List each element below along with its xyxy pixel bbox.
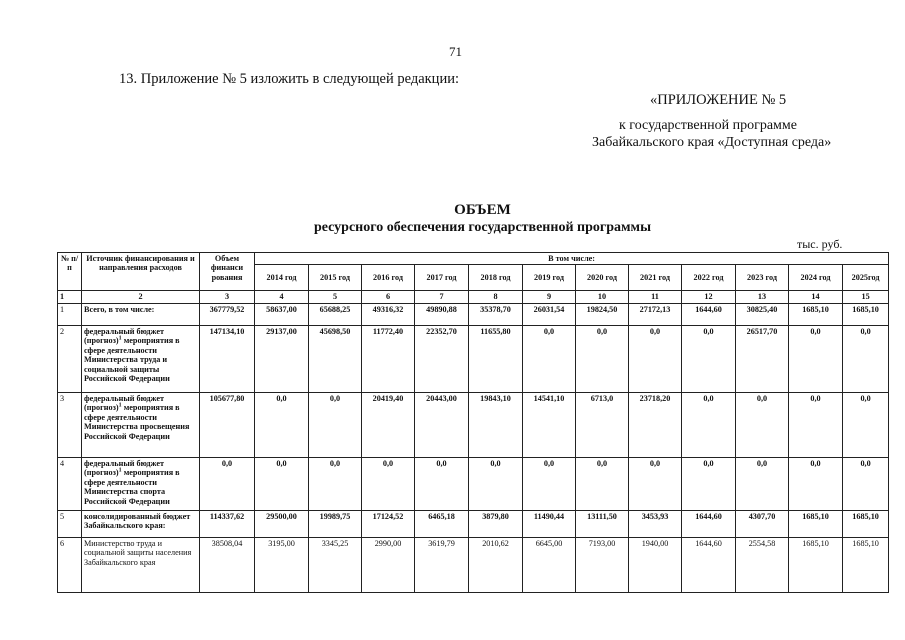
row-year-value: 3195,00 xyxy=(255,537,309,592)
appendix-line-1: к государственной программе xyxy=(619,118,797,133)
appendix-title: «ПРИЛОЖЕНИЕ № 5 xyxy=(650,92,787,108)
row-year-value: 3453,93 xyxy=(629,510,682,537)
row-year-value: 20443,00 xyxy=(415,392,469,457)
row-volume: 105677,80 xyxy=(200,392,255,457)
row-year-value: 0,0 xyxy=(629,325,682,392)
header-source: Источник финансирования и направления расходов xyxy=(82,253,200,291)
row-year-value: 0,0 xyxy=(576,325,629,392)
row-source-part-a: федеральный бюджет (прогноз) xyxy=(84,326,164,346)
row-index: 3 xyxy=(58,392,82,457)
column-number: 13 xyxy=(736,291,789,303)
header-year: 2022 год xyxy=(682,265,736,291)
column-number: 11 xyxy=(629,291,682,303)
row-year-value: 19843,10 xyxy=(469,392,523,457)
row-year-value: 19824,50 xyxy=(576,303,629,325)
header-row-1 xyxy=(58,253,889,265)
header-year: 2019 год xyxy=(523,265,576,291)
header-num: № п/ п xyxy=(58,253,82,291)
column-number: 12 xyxy=(682,291,736,303)
row-index: 4 xyxy=(58,457,82,510)
column-number: 3 xyxy=(200,291,255,303)
table-row xyxy=(58,510,889,537)
row-year-value: 0,0 xyxy=(255,457,309,510)
row-year-value: 29137,00 xyxy=(255,325,309,392)
row-year-value: 30825,40 xyxy=(736,303,789,325)
table-row xyxy=(58,392,889,457)
row-year-value: 0,0 xyxy=(736,392,789,457)
table-row xyxy=(58,457,889,510)
row-year-value: 0,0 xyxy=(789,457,843,510)
row-year-value: 4307,70 xyxy=(736,510,789,537)
units-label: тыс. руб. xyxy=(797,237,843,251)
column-number: 8 xyxy=(469,291,523,303)
row-year-value: 0,0 xyxy=(415,457,469,510)
row-year-value: 19989,75 xyxy=(309,510,362,537)
row-index: 1 xyxy=(58,303,82,325)
header-volume: Объем финанси рования xyxy=(200,253,255,291)
column-number: 15 xyxy=(843,291,889,303)
row-volume: 367779,52 xyxy=(200,303,255,325)
column-number: 4 xyxy=(255,291,309,303)
header-including: В том числе: xyxy=(255,253,889,265)
row-year-value: 45698,50 xyxy=(309,325,362,392)
header-year: 2018 год xyxy=(469,265,523,291)
document-subtitle: ресурсного обеспечения государственной программы xyxy=(313,220,652,235)
row-year-value: 2554,58 xyxy=(736,537,789,592)
column-number: 9 xyxy=(523,291,576,303)
row-source: консолидированный бюджет Забайкальского края: xyxy=(82,510,200,537)
row-year-value: 49890,88 xyxy=(415,303,469,325)
row-year-value: 0,0 xyxy=(843,457,889,510)
row-year-value: 3345,25 xyxy=(309,537,362,592)
header-year: 2020 год xyxy=(576,265,629,291)
row-year-value: 65688,25 xyxy=(309,303,362,325)
row-year-value: 0,0 xyxy=(789,325,843,392)
row-year-value: 29500,00 xyxy=(255,510,309,537)
row-index: 2 xyxy=(58,325,82,392)
row-year-value: 0,0 xyxy=(736,457,789,510)
row-year-value: 1685,10 xyxy=(789,510,843,537)
row-volume: 147134,10 xyxy=(200,325,255,392)
row-year-value: 1940,00 xyxy=(629,537,682,592)
appendix-line-2: Забайкальского края «Доступная среда» xyxy=(592,135,832,150)
row-year-value: 0,0 xyxy=(789,392,843,457)
row-year-value: 0,0 xyxy=(523,457,576,510)
column-number: 2 xyxy=(82,291,200,303)
row-year-value: 11655,80 xyxy=(469,325,523,392)
row-volume: 114337,62 xyxy=(200,510,255,537)
header-year: 2016 год xyxy=(362,265,415,291)
row-year-value: 3879,80 xyxy=(469,510,523,537)
column-number: 1 xyxy=(58,291,82,303)
row-year-value: 6465,18 xyxy=(415,510,469,537)
table-row xyxy=(58,537,889,592)
row-year-value: 1644,60 xyxy=(682,537,736,592)
row-year-value: 6713,0 xyxy=(576,392,629,457)
row-source-part-b: мероприятия в сфере деятельности Министерства просвещения Российской Федерации xyxy=(84,403,190,441)
footnote-marker: 1 xyxy=(118,402,122,409)
row-source-part-a: федеральный бюджет (прогноз) xyxy=(84,458,164,478)
row-year-value: 2990,00 xyxy=(362,537,415,592)
row-year-value: 0,0 xyxy=(309,457,362,510)
row-year-value: 1685,10 xyxy=(789,537,843,592)
table-row xyxy=(58,325,889,392)
header-year: 2017 год xyxy=(415,265,469,291)
row-year-value: 14541,10 xyxy=(523,392,576,457)
row-year-value: 0,0 xyxy=(255,392,309,457)
row-year-value: 1644,60 xyxy=(682,510,736,537)
row-year-value: 6645,00 xyxy=(523,537,576,592)
row-year-value: 17124,52 xyxy=(362,510,415,537)
row-source-part-a: федеральный бюджет (прогноз) xyxy=(84,393,164,413)
row-volume: 0,0 xyxy=(200,457,255,510)
row-year-value: 0,0 xyxy=(469,457,523,510)
row-year-value: 26517,70 xyxy=(736,325,789,392)
row-index: 5 xyxy=(58,510,82,537)
row-year-value: 2010,62 xyxy=(469,537,523,592)
table-row xyxy=(58,303,889,325)
header-year: 2024 год xyxy=(789,265,843,291)
row-source: Министерство труда и социальной защиты населения Забайкальского края xyxy=(82,537,200,592)
column-number-row xyxy=(58,291,889,303)
row-year-value: 11772,40 xyxy=(362,325,415,392)
row-index: 6 xyxy=(58,537,82,592)
header-year: 2014 год xyxy=(255,265,309,291)
page-number: 71 xyxy=(449,44,462,59)
header-year: 2015 год xyxy=(309,265,362,291)
row-year-value: 1685,10 xyxy=(843,510,889,537)
row-year-value: 11490,44 xyxy=(523,510,576,537)
row-source xyxy=(82,392,200,457)
row-year-value: 0,0 xyxy=(843,392,889,457)
document-title: ОБЪЕМ xyxy=(454,202,511,218)
column-number: 5 xyxy=(309,291,362,303)
row-year-value: 20419,40 xyxy=(362,392,415,457)
header-year: 2025год xyxy=(843,265,889,291)
row-year-value: 49316,32 xyxy=(362,303,415,325)
row-year-value: 7193,00 xyxy=(576,537,629,592)
row-year-value: 35378,70 xyxy=(469,303,523,325)
row-source: Всего, в том числе: xyxy=(82,303,200,325)
row-year-value: 58637,00 xyxy=(255,303,309,325)
row-year-value: 27172,13 xyxy=(629,303,682,325)
row-year-value: 26031,54 xyxy=(523,303,576,325)
row-year-value: 0,0 xyxy=(362,457,415,510)
row-year-value: 22352,70 xyxy=(415,325,469,392)
column-number: 14 xyxy=(789,291,843,303)
intro-text: 13. Приложение № 5 изложить в следующей редакции: xyxy=(119,71,459,87)
footnote-marker: 1 xyxy=(118,467,122,474)
footnote-marker: 1 xyxy=(118,335,122,342)
row-year-value: 0,0 xyxy=(309,392,362,457)
row-year-value: 0,0 xyxy=(629,457,682,510)
column-number: 10 xyxy=(576,291,629,303)
row-year-value: 0,0 xyxy=(682,457,736,510)
row-year-value: 1685,10 xyxy=(843,303,889,325)
header-year: 2023 год xyxy=(736,265,789,291)
header-year: 2021 год xyxy=(629,265,682,291)
row-year-value: 0,0 xyxy=(682,325,736,392)
row-year-value: 1685,10 xyxy=(789,303,843,325)
row-year-value: 0,0 xyxy=(523,325,576,392)
row-year-value: 23718,20 xyxy=(629,392,682,457)
row-year-value: 13111,50 xyxy=(576,510,629,537)
row-year-value: 3619,79 xyxy=(415,537,469,592)
resource-table xyxy=(57,252,889,593)
row-year-value: 0,0 xyxy=(576,457,629,510)
row-volume: 38508,04 xyxy=(200,537,255,592)
row-year-value: 1644,60 xyxy=(682,303,736,325)
column-number: 6 xyxy=(362,291,415,303)
row-year-value: 1685,10 xyxy=(843,537,889,592)
row-source-part-b: мероприятия в сфере деятельности Министерства спорта Российской Федерации xyxy=(84,468,180,506)
row-year-value: 0,0 xyxy=(682,392,736,457)
row-source-part-b: мероприятия в сфере деятельности Министерства труда и социальной защиты Российской Федерации xyxy=(84,336,180,383)
row-source xyxy=(82,457,200,510)
row-year-value: 0,0 xyxy=(843,325,889,392)
row-source xyxy=(82,325,200,392)
column-number: 7 xyxy=(415,291,469,303)
